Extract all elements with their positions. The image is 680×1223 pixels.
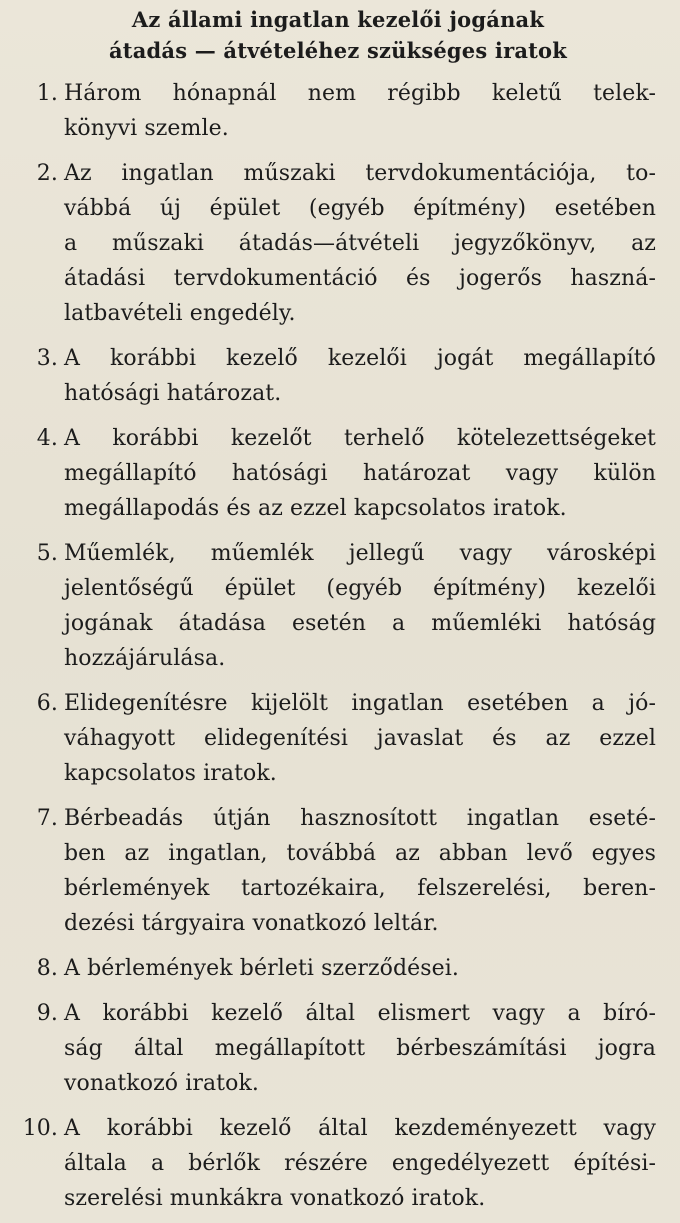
- item-line: A korábbi kezelő kezelői jogát megállapító: [64, 346, 656, 371]
- item-line: könyvi szemle.: [64, 116, 229, 141]
- item-line: hozzájárulása.: [64, 646, 226, 671]
- item-number: 4.: [36, 426, 58, 451]
- list-item-8: [20, 951, 656, 986]
- item-line: A korábbi kezelő által elismert vagy a bíró-: [64, 1001, 656, 1026]
- item-number: 8.: [36, 956, 58, 981]
- item-line: a műszaki átadás—átvételi jegyzőkönyv, az: [64, 231, 656, 256]
- item-line: Elidegenítésre kijelölt ingatlan esetében a jó-: [64, 691, 656, 716]
- item-number: 1.: [36, 81, 58, 106]
- list-item-7: [20, 801, 656, 941]
- title-line-2: átadás — átvételéhez szükséges iratok: [108, 38, 568, 63]
- item-line: átadási tervdokumentáció és jogerős haszná-: [64, 266, 656, 291]
- list-item-6: [20, 686, 656, 791]
- item-line: megállapodás és az ezzel kapcsolatos iratok.: [64, 496, 567, 521]
- item-text: [64, 536, 656, 676]
- item-text: [64, 1111, 656, 1216]
- item-line: vonatkozó iratok.: [64, 1071, 259, 1096]
- item-line: jelentőségű épület (egyéb építmény) kezelői: [64, 576, 656, 601]
- item-line: A bérlemények bérleti szerződései.: [64, 956, 460, 981]
- item-number: 3.: [36, 346, 58, 371]
- item-line: Bérbeadás útján hasznosított ingatlan eseté-: [64, 806, 656, 831]
- item-text: [64, 951, 656, 986]
- item-line: Három hónapnál nem régibb keletű telek-: [64, 81, 656, 106]
- document-title: [20, 4, 656, 66]
- item-line: bérlemények tartozékaira, felszerelési, beren-: [64, 876, 656, 901]
- item-line: szerelési munkákra vonatkozó iratok.: [64, 1186, 486, 1211]
- item-line: hatósági határozat.: [64, 381, 282, 406]
- item-line: Műemlék, műemlék jellegű vagy városképi: [64, 541, 656, 566]
- item-text: [64, 996, 656, 1101]
- item-text: [64, 801, 656, 941]
- item-number: 9.: [36, 1001, 58, 1026]
- item-line: váhagyott elidegenítési javaslat és az ezzel: [64, 726, 656, 751]
- item-line: vábbá új épület (egyéb építmény) esetében: [64, 196, 656, 221]
- item-line: általa a bérlők részére engedélyezett építési-: [64, 1151, 656, 1176]
- list-item-3: [20, 341, 656, 411]
- item-line: A korábbi kezelő által kezdeményezett vagy: [64, 1116, 656, 1141]
- item-line: ben az ingatlan, továbbá az abban levő egyes: [64, 841, 656, 866]
- item-text: [64, 421, 656, 526]
- item-number: 5.: [36, 541, 58, 566]
- list-item-2: [20, 156, 656, 331]
- list-item-10: [20, 1111, 656, 1216]
- item-number: 10.: [22, 1116, 58, 1141]
- item-number: 7.: [36, 806, 58, 831]
- list-item-9: [20, 996, 656, 1101]
- item-number: 6.: [36, 691, 58, 716]
- title-line-1: Az állami ingatlan kezelői jogának: [131, 7, 545, 32]
- item-number: 2.: [36, 161, 58, 186]
- item-text: [64, 341, 656, 411]
- item-text: [64, 686, 656, 791]
- item-line: latbavételi engedély.: [64, 301, 296, 326]
- list-item-5: [20, 536, 656, 676]
- item-line: A korábbi kezelőt terhelő kötelezettségeket: [64, 426, 656, 451]
- item-text: [64, 76, 656, 146]
- item-line: Az ingatlan műszaki tervdokumentációja, to-: [64, 161, 656, 186]
- item-line: kapcsolatos iratok.: [64, 761, 277, 786]
- item-line: jogának átadása esetén a műemléki hatóság: [64, 611, 656, 636]
- item-line: ság által megállapított bérbeszámítási jogra: [64, 1036, 656, 1061]
- list-item-1: [20, 76, 656, 146]
- list-item-4: [20, 421, 656, 526]
- item-line: dezési tárgyaira vonatkozó leltár.: [64, 911, 439, 936]
- item-text: [64, 156, 656, 331]
- item-line: megállapító hatósági határozat vagy külön: [64, 461, 656, 486]
- required-documents-list: [20, 76, 656, 1216]
